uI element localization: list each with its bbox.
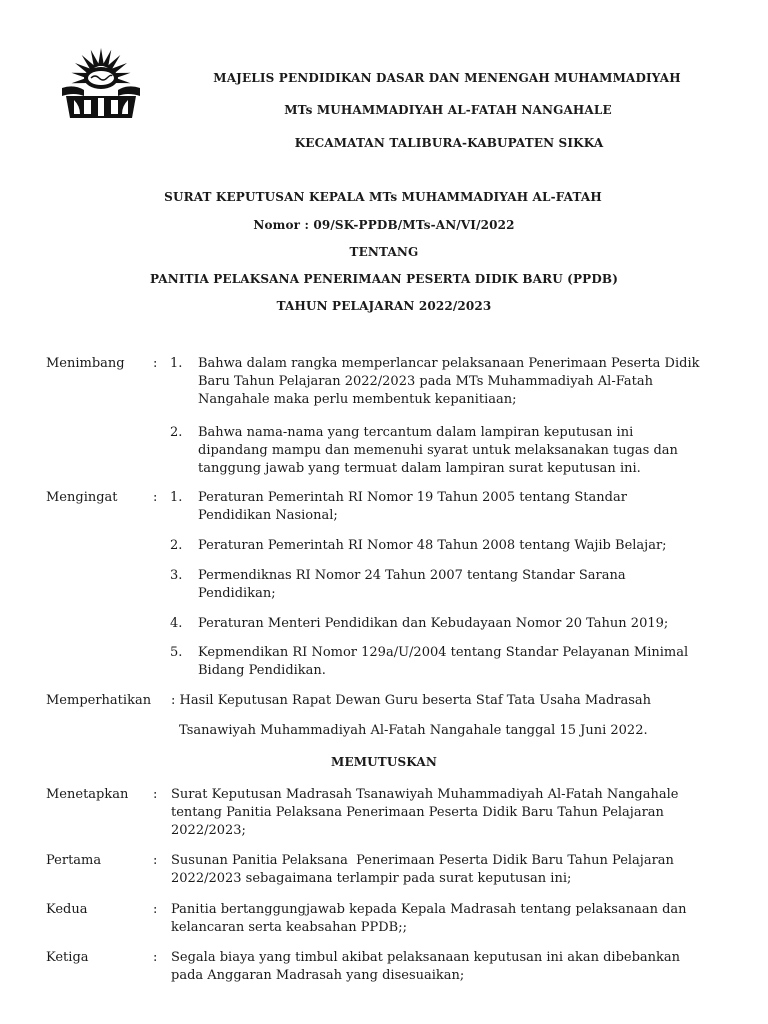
list-item-line: tanggung jawab yang termuat dalam lampiran surat keputusan ini.: [198, 461, 641, 476]
menetapkan-text: [171, 786, 731, 840]
menimbang-item-2-number: 2.: [170, 425, 183, 440]
menimbang-colon: :: [153, 356, 158, 371]
pertama-colon: :: [153, 853, 158, 868]
mengingat-item-2-number: 2.: [170, 538, 183, 553]
list-item-line: Baru Tahun Pelajaran 2022/2023 pada MTs Muhammadiyah Al-Fatah: [198, 374, 653, 389]
decision-line: Susunan Panitia Pelaksana Penerimaan Peserta Didik Baru Tahun Pelajaran: [171, 853, 674, 868]
decision-line: 2022/2023;: [171, 823, 246, 838]
memperhatikan-label: Memperhatikan: [46, 693, 152, 708]
mengingat-item-4: [198, 615, 728, 633]
pertama-text: [171, 852, 731, 888]
mengingat-item-2: [198, 537, 728, 555]
list-item-line: dipandang mampu dan memenuhi syarat untuk melaksanakan tugas dan: [198, 443, 678, 458]
menimbang-item-1: [198, 355, 728, 409]
menetapkan-colon: :: [153, 787, 158, 802]
list-item-line: Bidang Pendidikan.: [198, 663, 326, 678]
ketiga-text: [171, 949, 731, 985]
decision-line: 2022/2023 sebagaimana terlampir pada surat keputusan ini;: [171, 871, 572, 886]
mengingat-item-5: [198, 644, 728, 680]
menimbang-item-2: [198, 424, 728, 478]
ketiga-label: Ketiga: [46, 950, 89, 965]
decision-line: Segala biaya yang timbul akibat pelaksanaan keputusan ini akan dibebankan: [171, 950, 681, 965]
memperhatikan-line-2: Tsanawiyah Muhammadiyah Al-Fatah Nangahale tanggal 15 Juni 2022.: [179, 723, 648, 738]
menetapkan-label: Menetapkan: [46, 787, 129, 802]
menimbang-label: Menimbang: [46, 356, 125, 371]
menimbang-item-1-number: 1.: [170, 356, 183, 371]
kedua-colon: :: [153, 902, 158, 917]
decision-line: Panitia bertanggungjawab kepada Kepala Madrasah tentang pelaksanaan dan: [171, 902, 687, 917]
memperhatikan-line-1: : Hasil Keputusan Rapat Dewan Guru beserta Staf Tata Usaha Madrasah: [171, 693, 652, 708]
list-item-line: Peraturan Menteri Pendidikan dan Kebudayaan Nomor 20 Tahun 2019;: [198, 616, 669, 631]
title-line-1: SURAT KEPUTUSAN KEPALA MTs MUHAMMADIYAH AL-FATAH: [164, 190, 602, 204]
list-item-line: Pendidikan;: [198, 586, 276, 601]
header-line-1: MAJELIS PENDIDIKAN DASAR DAN MENENGAH MUHAMMADIYAH: [213, 71, 681, 85]
list-item-line: Peraturan Pemerintah RI Nomor 48 Tahun 2008 tentang Wajib Belajar;: [198, 538, 667, 553]
kedua-text: [171, 901, 731, 937]
mengingat-item-4-number: 4.: [170, 616, 183, 631]
list-item-line: Peraturan Pemerintah RI Nomor 19 Tahun 2005 tentang Standar: [198, 490, 627, 505]
title-tentang: TENTANG: [349, 245, 419, 259]
list-item-line: Nangahale maka perlu membentuk kepanitiaan;: [198, 392, 517, 407]
decision-line: tentang Panitia Pelaksana Penerimaan Peserta Didik Baru Tahun Pelajaran: [171, 805, 664, 820]
header-line-2: MTs MUHAMMADIYAH AL-FATAH NANGAHALE: [284, 103, 612, 117]
list-item-line: Bahwa nama-nama yang tercantum dalam lampiran keputusan ini: [198, 425, 634, 440]
list-item-line: Kepmendikan RI Nomor 129a/U/2004 tentang Standar Pelayanan Minimal: [198, 645, 689, 660]
muhammadiyah-logo-icon: [54, 44, 148, 122]
list-item-line: Bahwa dalam rangka memperlancar pelaksanaan Penerimaan Peserta Didik: [198, 356, 700, 371]
title-subject: PANITIA PELAKSANA PENERIMAAN PESERTA DIDIK BARU (PPDB): [149, 272, 619, 286]
decision-line: Surat Keputusan Madrasah Tsanawiyah Muhammadiyah Al-Fatah Nangahale: [171, 787, 679, 802]
list-item-line: Permendiknas RI Nomor 24 Tahun 2007 tentang Standar Sarana: [198, 568, 626, 583]
mengingat-colon: :: [153, 490, 158, 505]
memutuskan-heading: MEMUTUSKAN: [331, 755, 437, 769]
mengingat-item-1: [198, 489, 728, 525]
title-year: TAHUN PELAJARAN 2022/2023: [276, 299, 492, 313]
mengingat-item-3-number: 3.: [170, 568, 183, 583]
title-nomor: Nomor : 09/SK-PPDB/MTs-AN/VI/2022: [253, 218, 515, 232]
ketiga-colon: :: [153, 950, 158, 965]
mengingat-label: Mengingat: [46, 490, 118, 505]
decision-line: kelancaran serta keabsahan PPDB;;: [171, 920, 407, 935]
mengingat-item-1-number: 1.: [170, 490, 183, 505]
pertama-label: Pertama: [46, 853, 102, 868]
mengingat-item-3: [198, 567, 728, 603]
mengingat-item-5-number: 5.: [170, 645, 183, 660]
header-line-3: KECAMATAN TALIBURA-KABUPATEN SIKKA: [294, 136, 604, 150]
decision-line: pada Anggaran Madrasah yang disesuaikan;: [171, 968, 465, 983]
list-item-line: Pendidikan Nasional;: [198, 508, 338, 523]
kedua-label: Kedua: [46, 902, 88, 917]
